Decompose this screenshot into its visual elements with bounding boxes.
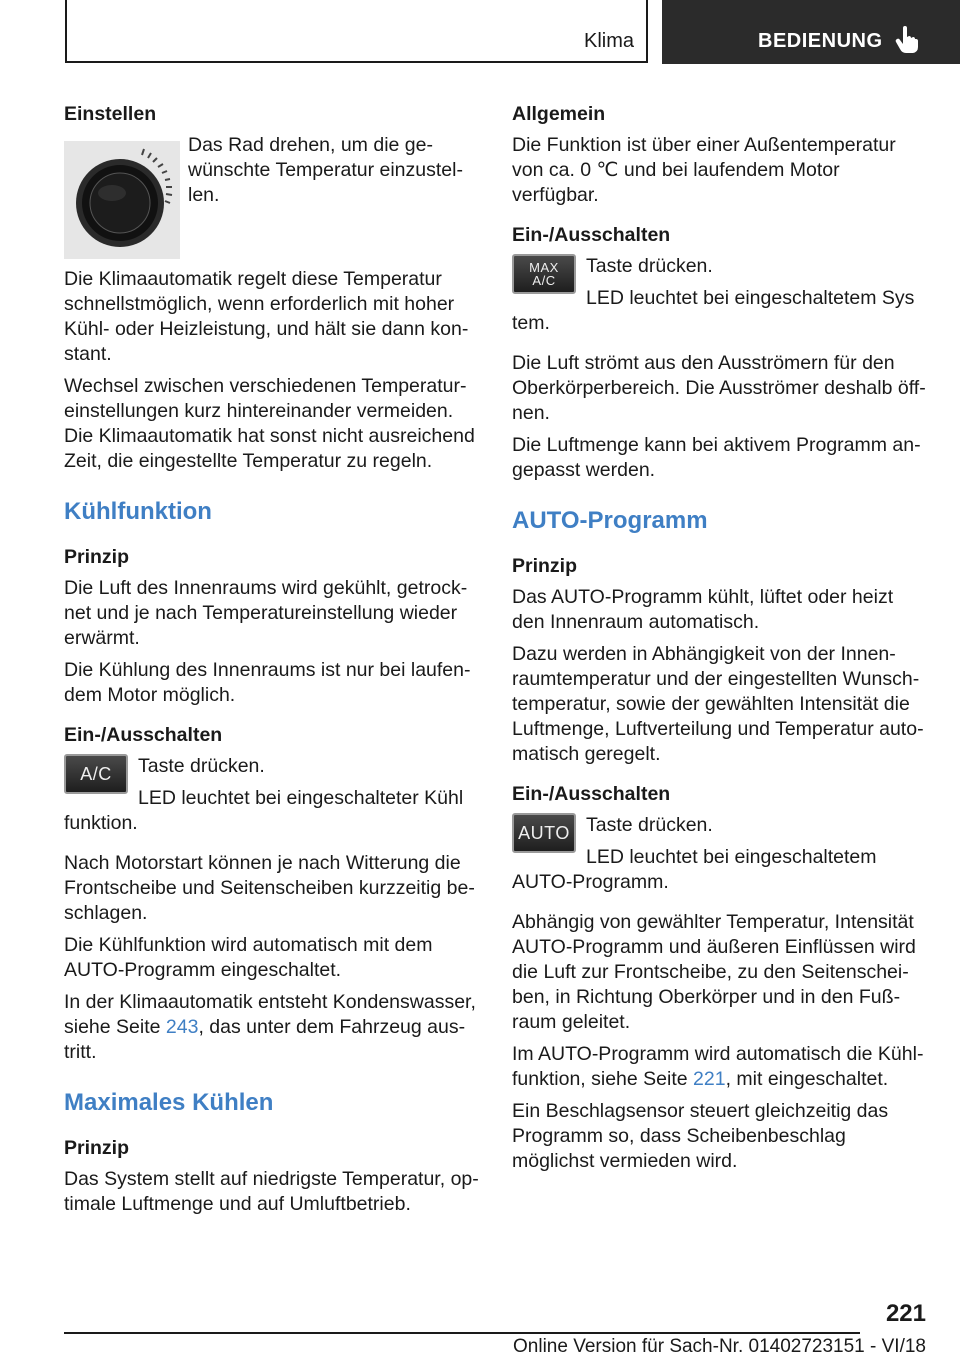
paragraph: Die Luft des Innenraums wird gekühlt, getrocknet und je nach Temperatureinstellung wieder erwärmt.	[64, 577, 468, 649]
button-instruction: Taste drücken.	[586, 255, 713, 277]
max-ac-button-image: MAX A/C	[512, 254, 576, 294]
left-column	[64, 102, 479, 1224]
auto-button-row	[512, 813, 927, 870]
right-column	[512, 102, 927, 1181]
dial-figure-row	[64, 133, 479, 259]
paragraph: Die Luft strömt aus den Ausströmern für den Oberkörperbereich. Die Ausströmer deshalb öffnen.	[512, 352, 926, 424]
led-text-continued: funktion.	[64, 812, 138, 834]
heading-ein-ausschalten: Ein-/Ausschalten	[512, 783, 671, 805]
paragraph: Die Kühlung des Innenraums ist nur bei laufendem Motor möglich.	[64, 659, 471, 706]
paragraph: Das AUTO-Programm kühlt, lüftet oder heizt den Innenraum automatisch.	[512, 586, 894, 633]
led-text: LED leuchtet bei eingeschaltetem Sys	[586, 287, 915, 309]
paragraph: Das System stellt auf niedrigste Temperatur, optimale Luftmenge und auf Umluftbetrieb.	[64, 1168, 479, 1215]
ac-button-image: A/C	[64, 754, 128, 794]
heading-allgemein: Allgemein	[512, 103, 606, 125]
page-link-221[interactable]: 221	[693, 1068, 726, 1090]
heading-kuehlfunktion: Kühlfunktion	[64, 498, 212, 525]
ac-button-row	[64, 754, 479, 811]
footer-version-text: Online Version für Sach-Nr. 01402723151 - VI/18	[513, 1336, 926, 1357]
heading-prinzip: Prinzip	[64, 1137, 130, 1159]
heading-auto-programm: AUTO-Programm	[512, 507, 708, 534]
led-text: LED leuchtet bei eingeschaltetem	[586, 846, 877, 868]
paragraph: Die Kühlfunktion wird automatisch mit dem AUTO-Programm eingeschaltet.	[64, 934, 433, 981]
paragraph: Wechsel zwischen verschiedenen Temperatureinstellungen kurz hintereinander vermeiden. Die Klimaautomatik hat sonst nicht ausreichend Zeit, die eingestellte Temperatur zu regeln.	[64, 375, 475, 472]
led-text-continued: tem.	[512, 312, 550, 334]
einstellen-text: Das Rad drehen, um die gewünschte Temperatur einzustellen.	[188, 134, 463, 206]
paragraph: Die Klimaautomatik regelt diese Temperatur schnellstmöglich, wenn erforderlich mit hoher Kühl- oder Heizleistung, und hält sie dann konstant.	[64, 268, 469, 365]
paragraph: Die Funktion ist über einer Außentemperatur von ca. 0 ℃ und bei laufendem Motor verfügbar.	[512, 134, 896, 206]
heading-prinzip: Prinzip	[64, 546, 130, 568]
led-text-continued: AUTO-Programm.	[512, 871, 669, 893]
paragraph-with-link: Im AUTO-Programm wird automatisch die Kühlfunktion, siehe Seite 221, mit eingeschaltet.	[512, 1043, 924, 1090]
paragraph: Nach Motorstart können je nach Witterung die Frontscheibe und Seitenscheiben kurzzeitig beschlagen.	[64, 852, 475, 924]
heading-ein-ausschalten: Ein-/Ausschalten	[64, 724, 223, 746]
section-title: Klima	[583, 30, 634, 52]
heading-prinzip: Prinzip	[512, 555, 578, 577]
footer-divider	[64, 1332, 860, 1334]
heading-maximales-kuehlen: Maximales Kühlen	[64, 1089, 274, 1116]
paragraph: Die Luftmenge kann bei aktivem Programm angepasst werden.	[512, 434, 921, 481]
chapter-tab-label: BEDIENUNG	[758, 30, 883, 52]
button-instruction: Taste drücken.	[138, 755, 265, 777]
rotary-knob-icon	[64, 141, 180, 259]
led-text: LED leuchtet bei eingeschalteter Kühl	[138, 787, 464, 809]
max-ac-button-row	[512, 254, 927, 311]
paragraph: Ein Beschlagsensor steuert gleichzeitig das Programm so, dass Scheibenbeschlag möglichst vermieden wird.	[512, 1100, 889, 1172]
hand-pointer-icon	[894, 26, 920, 54]
button-instruction: Taste drücken.	[586, 814, 713, 836]
chapter-tab[interactable]	[662, 0, 960, 64]
page-number: 221	[885, 1300, 926, 1327]
temperature-dial-image	[64, 141, 180, 259]
auto-button-image: AUTO	[512, 813, 576, 853]
paragraph-with-link: In der Klimaautomatik entsteht Kondenswasser, siehe Seite 243, das unter dem Fahrzeug austritt.	[64, 991, 476, 1063]
page-link-243[interactable]: 243	[165, 1016, 199, 1038]
heading-einstellen: Einstellen	[64, 103, 157, 125]
heading-ein-ausschalten: Ein-/Ausschalten	[512, 224, 671, 246]
header-frame	[65, 0, 648, 63]
paragraph: Abhängig von gewählter Temperatur, Intensität AUTO-Programm und äußeren Einflüssen wird die Luft zur Frontscheibe, zu den Seitenscheiben, in Richtung Oberkörper und in den Fußraum geleitet.	[512, 911, 916, 1033]
paragraph: Dazu werden in Abhängigkeit von der Innenraumtemperatur und der eingestellten Wunschtemperatur, sowie der gewählten Intensität die Luftmenge, Luftverteilung und Temperatur automatisch geregelt.	[512, 643, 924, 765]
